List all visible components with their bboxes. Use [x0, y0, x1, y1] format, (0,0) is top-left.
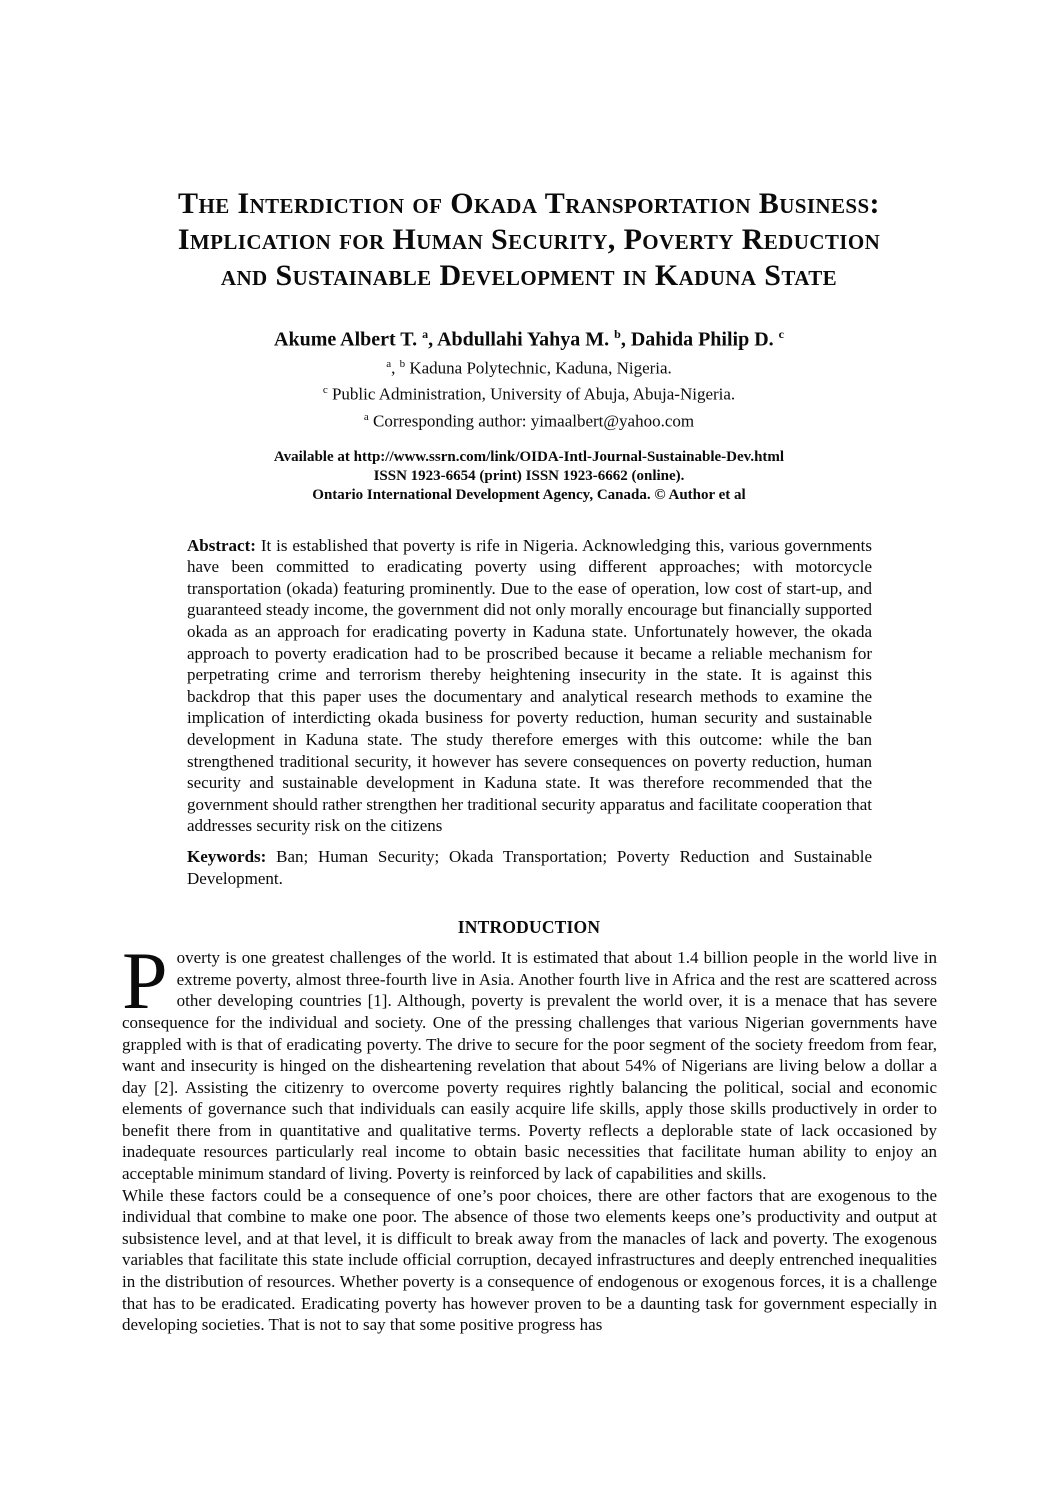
- title-line-2: Implication for Human Security, Poverty Reduction: [177, 223, 881, 256]
- affiliation-2: [0, 379, 1058, 406]
- affiliation-1: [0, 353, 1058, 380]
- author-1-superscript: a: [422, 327, 429, 341]
- author-3-superscript: c: [778, 327, 784, 341]
- introduction-paragraph-1: [122, 935, 937, 1185]
- paragraph-1-text: overty is one greatest challenges of the world. It is estimated that about 1.4 billion people in the world live in extreme poverty, almost three-fourth live in Asia. Another fourth live in Africa and the rest are scattered across other developing countries [1]. Although, poverty is prevalent the world over, it is a menace that has severe consequence for the individual and society. One of the pressing challenges that various Nigerian governments have grappled with is that of eradicating poverty. The drive to secure for the poor segment of the society freedom from fear, want and insecurity is hinged on the disheartening revelation that about 54% of Nigerians are living below a dollar a day [2]. Assisting the citizenry to overcome poverty requires rightly balancing the political, social and economic elements of governance such that individuals can easily acquire life skills, apply those skills productively in order to benefit there from in quantitative and qualitative terms. Poverty reflects a deplorable state of lack occasioned by inadequate resources particularly real income to obtain basic necessities that facilitate human ability to enjoy an acceptable minimum standard of living. Poverty is reinforced by lack of capabilities and skills.: [122, 948, 937, 1184]
- affiliation-1-separator: ,: [391, 358, 400, 378]
- corresponding-superscript: a: [363, 410, 369, 423]
- corresponding-text: Corresponding author: yimaalbert@yahoo.com: [368, 411, 695, 431]
- keywords: [187, 846, 872, 889]
- title-line-1: The Interdiction of Okada Transportation Business:: [178, 187, 880, 220]
- keywords-label: Keywords:: [187, 846, 267, 866]
- author-1: Akume Albert T.: [274, 328, 418, 351]
- introduction-heading: INTRODUCTION: [457, 917, 601, 938]
- keywords-text: Ban; Human Security; Okada Transportation; Poverty Reduction and Sustainable Development.: [187, 846, 872, 888]
- affiliation-2-superscript: c: [322, 384, 328, 397]
- availability-url: Available at http://www.ssrn.com/link/OIDA-Intl-Journal-Sustainable-Dev.html: [273, 448, 785, 465]
- affiliation-1-superscript-a: a: [386, 357, 392, 370]
- availability-block: [0, 448, 1058, 505]
- affiliation-2-text: Public Administration, University of Abuja, Abuja-Nigeria.: [327, 384, 736, 404]
- publisher-line: Ontario International Development Agency, Canada. © Author et al: [312, 486, 746, 503]
- abstract-label: Abstract:: [187, 535, 256, 555]
- author-separator: ,: [620, 328, 631, 351]
- author-separator: ,: [428, 328, 438, 351]
- title-line-3: and Sustainable Development in Kaduna State: [220, 259, 838, 292]
- author-line: [0, 321, 1058, 353]
- paper-title: [0, 186, 1058, 294]
- corresponding-author-line: [0, 406, 1058, 433]
- abstract-text: It is established that poverty is rife in Nigeria. Acknowledging this, various governments have been committed to eradicating poverty using different approaches; with motorcycle transportation (okada) featuring prominently. Due to the ease of operation, low cost of start-up, and guaranteed steady income, the government did not only morally encourage but financially supported okada as an approach for eradicating poverty in Kaduna state. Unfortunately however, the okada approach to poverty eradication had to be proscribed because it became a reliable mechanism for perpetrating crime and terrorism thereby heightening insecurity in the state. It is against this backdrop that this paper uses the documentary and analytical research methods to examine the implication of interdicting okada business for poverty reduction, human security and sustainable development in Kaduna state. The study therefore emerges with this outcome: while the ban strengthened traditional security, it however has severe consequences on poverty reduction, human security and sustainable development in Kaduna state. It was therefore recommended that the government should rather strengthen her traditional security apparatus and facilitate cooperation that addresses security risk on the citizens: [187, 535, 872, 836]
- introduction-body: [122, 935, 937, 1336]
- drop-cap: P: [122, 935, 168, 1027]
- affiliation-1-superscript-b: b: [399, 357, 406, 370]
- author-2: Abdullahi Yahya M.: [437, 328, 610, 351]
- affiliation-1-text: Kaduna Polytechnic, Kaduna, Nigeria.: [405, 358, 672, 378]
- abstract: [187, 535, 872, 837]
- introduction-paragraph-2: While these factors could be a consequence of one’s poor choices, there are other factors that are exogenous to the individual that combine to make one poor. The absence of those two elements keeps one’s productivity and output at subsistence level, and at that level, it is difficult to break away from the manacles of lack and poverty. The exogenous variables that facilitate this state include official corruption, decayed infrastructures and deeply entrenched inequalities in the distribution of resources. Whether poverty is a consequence of endogenous or exogenous forces, it is a challenge that has to be eradicated. Eradicating poverty has however proven to be a daunting task for government especially in developing societies. That is not to say that some positive progress has: [122, 1185, 937, 1335]
- author-3: Dahida Philip D.: [630, 328, 774, 351]
- author-2-superscript: b: [614, 327, 621, 341]
- issn-line: ISSN 1923-6654 (print) ISSN 1923-6662 (online).: [373, 467, 685, 484]
